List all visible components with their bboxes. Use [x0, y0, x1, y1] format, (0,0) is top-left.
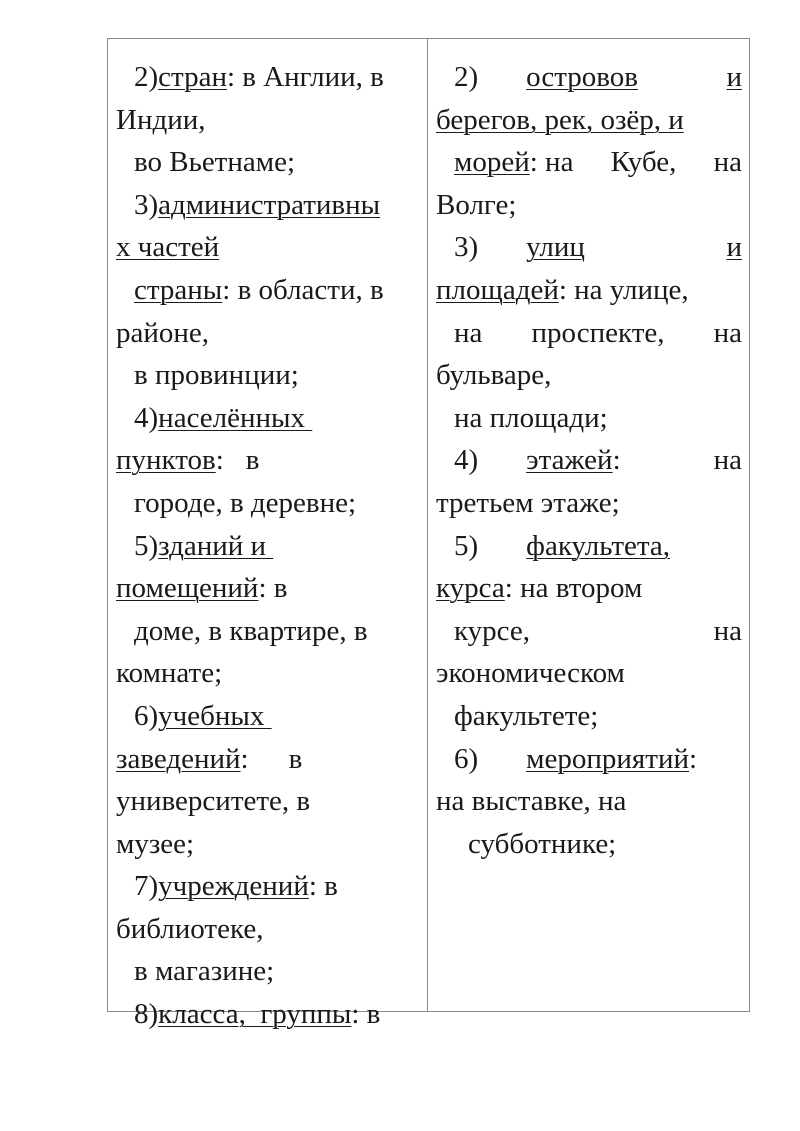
- example-text: : в: [308, 870, 338, 903]
- underlined-term: учебных: [158, 699, 272, 732]
- item-number: 3): [454, 231, 479, 264]
- text-line: музее;: [116, 827, 195, 860]
- item-number: 4): [134, 401, 159, 434]
- text-line: во Вьетнаме;: [134, 146, 296, 179]
- underlined-term: [526, 56, 742, 99]
- underlined-term: морей: [454, 146, 530, 179]
- item-number: 5): [454, 529, 479, 562]
- item-number: 2): [134, 61, 159, 93]
- text-line: факультете;: [454, 699, 599, 732]
- example-text: на: [713, 614, 742, 647]
- underlined-term: учреждений: [158, 870, 309, 903]
- text-line: [436, 226, 742, 269]
- text-line: [436, 610, 742, 653]
- term-word: островов: [526, 61, 638, 93]
- text-line: [116, 439, 421, 482]
- text-line: [436, 141, 742, 184]
- text-line: в провинции;: [134, 359, 299, 392]
- table-cell-right: [428, 39, 749, 1011]
- text-line: комнате;: [116, 657, 223, 690]
- underlined-term: стран: [158, 61, 227, 93]
- text-line: [436, 99, 742, 142]
- text-line: [436, 439, 742, 482]
- underlined-term: [526, 226, 742, 269]
- example-text: :: [215, 444, 224, 477]
- text-line: [116, 567, 421, 610]
- example-text: : в: [258, 572, 288, 605]
- example-text: на: [454, 316, 483, 349]
- underlined-term: х частей: [116, 231, 220, 264]
- text-line: Индии,: [116, 103, 206, 136]
- example-text: : на: [529, 146, 574, 179]
- text-line: [116, 695, 421, 738]
- item-number: 4): [454, 444, 479, 477]
- term-word: улиц: [526, 231, 585, 264]
- table-cell-left: [108, 39, 428, 1031]
- text-line: третьем этаже;: [436, 486, 620, 519]
- item-number: 2): [454, 61, 479, 93]
- item-number: 5): [134, 529, 159, 562]
- text-line: Волге;: [436, 188, 517, 221]
- text-line: городе, в деревне;: [134, 486, 357, 519]
- example-text: на: [713, 146, 742, 179]
- example-text: :: [240, 742, 249, 775]
- underlined-term: курса: [436, 572, 505, 605]
- text-line: доме, в квартире, в: [134, 614, 368, 647]
- text-line: [436, 525, 742, 568]
- text-line: [436, 269, 742, 312]
- example-text: :: [689, 742, 698, 775]
- text-line: [116, 525, 421, 568]
- text-line: экономическом: [436, 657, 625, 690]
- text-line: [116, 865, 421, 908]
- underlined-term: этажей: [526, 444, 613, 477]
- underlined-term: помещений: [116, 572, 259, 605]
- example-text: : в области, в: [222, 273, 384, 306]
- text-line: на выставке, на: [436, 785, 627, 818]
- text-line: [116, 56, 421, 99]
- text-line: в магазине;: [134, 955, 275, 988]
- example-text: : в: [351, 998, 381, 1031]
- underlined-term: пунктов: [116, 444, 216, 477]
- text-line: бульваре,: [436, 359, 552, 392]
- item-number: 3): [134, 188, 159, 221]
- example-text: Кубе,: [610, 146, 677, 179]
- two-column-table: [107, 38, 750, 1031]
- term-word: и: [726, 61, 742, 93]
- text-line: [436, 738, 742, 781]
- item-number: 7): [134, 870, 159, 903]
- underlined-term: населённых: [158, 401, 313, 434]
- underlined-term: административны: [158, 188, 381, 221]
- text-line: [116, 184, 421, 227]
- underlined-term: страны: [134, 273, 223, 306]
- item-number: 6): [134, 699, 159, 732]
- item-number: 8): [134, 998, 159, 1031]
- text-line: районе,: [116, 316, 210, 349]
- example-text: :: [612, 444, 621, 477]
- example-text: в: [288, 742, 303, 775]
- item-number: 6): [454, 742, 479, 775]
- text-line: [116, 738, 421, 781]
- underlined-term: класса, группы: [158, 998, 352, 1031]
- example-text: : в Англии, в: [226, 61, 384, 93]
- example-text: курсе,: [454, 614, 531, 647]
- underlined-term: зданий и: [158, 529, 274, 562]
- underlined-term: берегов, рек, озёр, и: [436, 103, 684, 136]
- example-text: в: [245, 444, 260, 477]
- text-line: библиотеке,: [116, 912, 264, 945]
- text-line: субботнике;: [468, 827, 617, 860]
- underlined-term: факультета,: [526, 529, 671, 562]
- text-line: [116, 397, 421, 440]
- text-line: на площади;: [454, 401, 608, 434]
- example-text: проспекте,: [531, 316, 665, 349]
- text-line: [116, 226, 421, 269]
- underlined-term: мероприятий: [526, 742, 689, 775]
- text-line: [436, 56, 742, 99]
- text-line: университете, в: [116, 785, 311, 818]
- underlined-term: заведений: [116, 742, 241, 775]
- example-text: : на улице,: [558, 273, 689, 306]
- example-text: : на втором: [504, 572, 643, 605]
- term-word: и: [726, 231, 742, 264]
- text-line: [436, 312, 742, 355]
- underlined-term: площадей: [436, 273, 559, 306]
- example-text: на: [713, 444, 742, 477]
- example-text: на: [713, 316, 742, 349]
- text-line: [436, 567, 742, 610]
- text-line: [116, 993, 421, 1036]
- text-line: [116, 269, 421, 312]
